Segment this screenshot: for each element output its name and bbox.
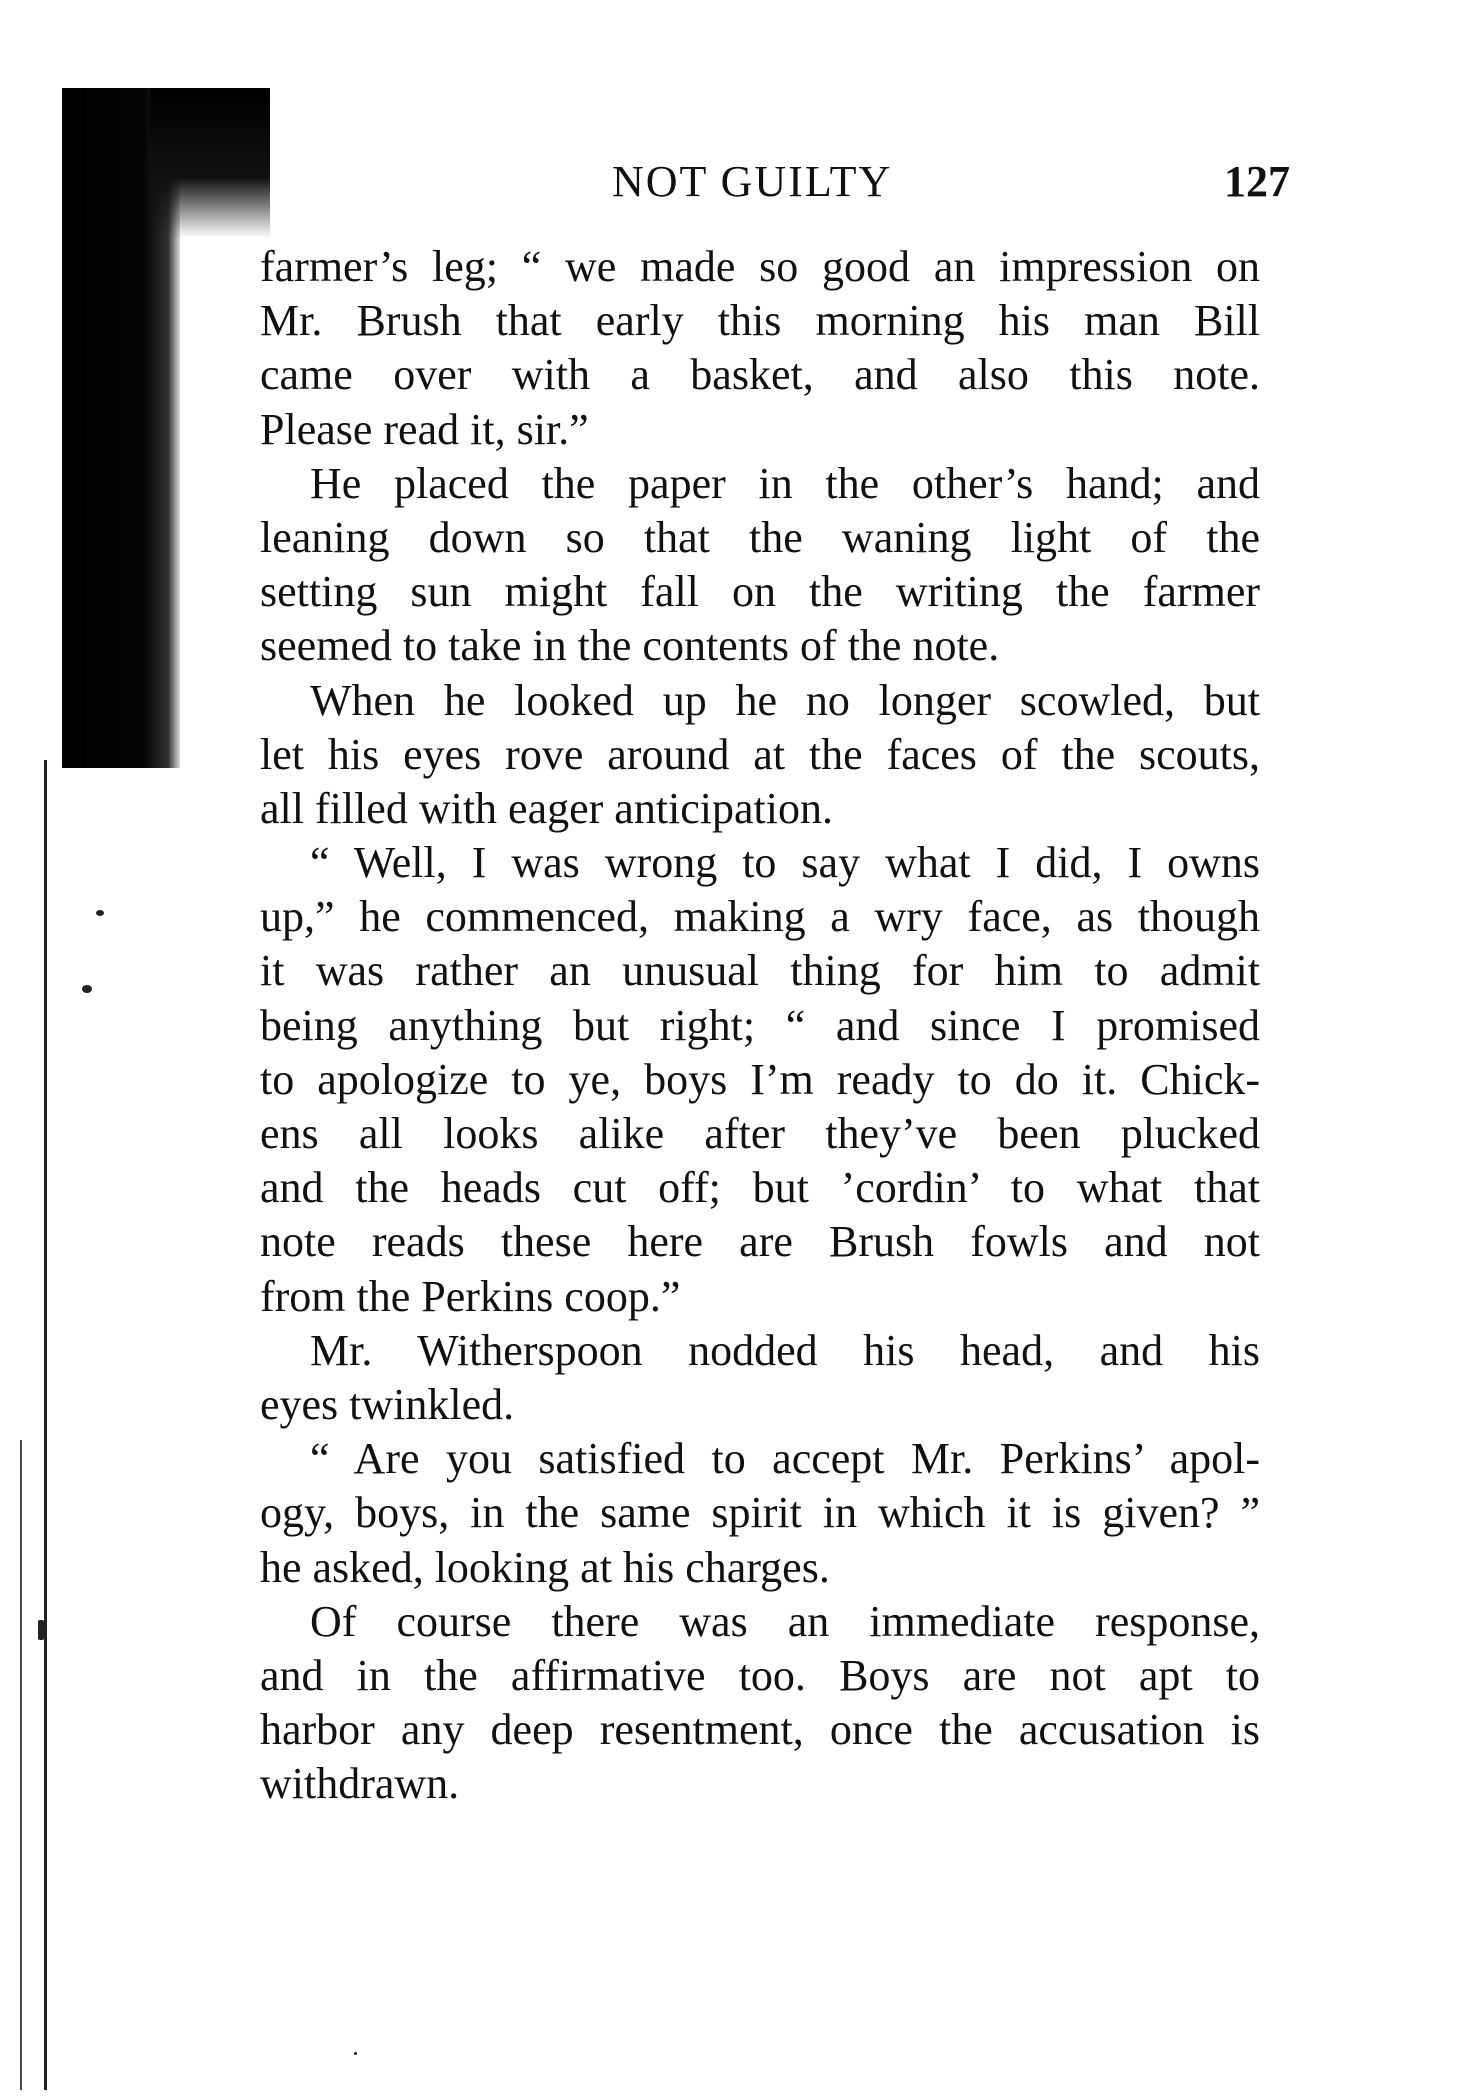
text-line: to apologize to ye, boys I’m ready to do it. Chick-: [260, 1054, 1260, 1104]
text-line: and in the affirmative too. Boys are not apt to: [260, 1650, 1260, 1700]
text-line: and the heads cut off; but ’cordin’ to what that: [260, 1163, 1260, 1213]
text-line: being anything but right; “ and since I promised: [260, 1000, 1260, 1050]
text-line: up,” he commenced, making a wry face, as though: [260, 892, 1260, 942]
text-line: Mr. Witherspoon nodded his head, and his: [310, 1325, 1260, 1375]
text-line: seemed to take in the contents of the note.: [260, 621, 1000, 671]
text-line: withdrawn.: [260, 1759, 460, 1809]
text-line: “ Are you satisfied to accept Mr. Perkins’ apol-: [310, 1434, 1260, 1484]
scan-speck: [96, 910, 104, 916]
scan-speck: [354, 2052, 357, 2055]
text-line: he asked, looking at his charges.: [260, 1542, 830, 1592]
text-line: eyes twinkled.: [260, 1379, 515, 1429]
running-head: [0, 152, 1469, 212]
text-line: all filled with eager anticipation.: [260, 783, 834, 833]
text-line: setting sun might fall on the writing the farmer: [260, 567, 1260, 617]
text-line: He placed the paper in the other’s hand; and: [310, 458, 1260, 508]
text-line: farmer’s leg; “ we made so good an impression on: [260, 242, 1260, 291]
page-number: 127: [1224, 157, 1290, 206]
text-line: harbor any deep resentment, once the accusation is: [260, 1705, 1260, 1755]
text-line: leaning down so that the waning light of the: [260, 512, 1260, 562]
text-line: “ Well, I was wrong to say what I did, I owns: [310, 838, 1260, 888]
text-line: note reads these here are Brush fowls and not: [260, 1217, 1260, 1267]
body-text: [260, 240, 1260, 1811]
text-line: ens all looks alike after they’ve been plucked: [260, 1109, 1260, 1158]
page-edge-line: [44, 760, 47, 2090]
text-line: let his eyes rove around at the faces of the scouts,: [260, 729, 1260, 779]
text-line: from the Perkins coop.”: [260, 1271, 681, 1321]
text-line: Of course there was an immediate response,: [310, 1596, 1260, 1646]
text-line: Please read it, sir.”: [260, 404, 589, 454]
text-line: ogy, boys, in the same spirit in which it is given? ”: [260, 1488, 1260, 1538]
running-title: NOT GUILTY: [612, 157, 893, 206]
scan-speck: [38, 1620, 44, 1640]
text-line: came over with a basket, and also this note.: [260, 350, 1260, 400]
page-edge-line-outer: [20, 1440, 22, 2090]
text-line: When he looked up he no longer scowled, but: [310, 675, 1260, 725]
text-line: Mr. Brush that early this morning his man Bill: [260, 296, 1260, 346]
scan-speck: [82, 985, 92, 993]
text-line: it was rather an unusual thing for him to admit: [260, 946, 1260, 996]
